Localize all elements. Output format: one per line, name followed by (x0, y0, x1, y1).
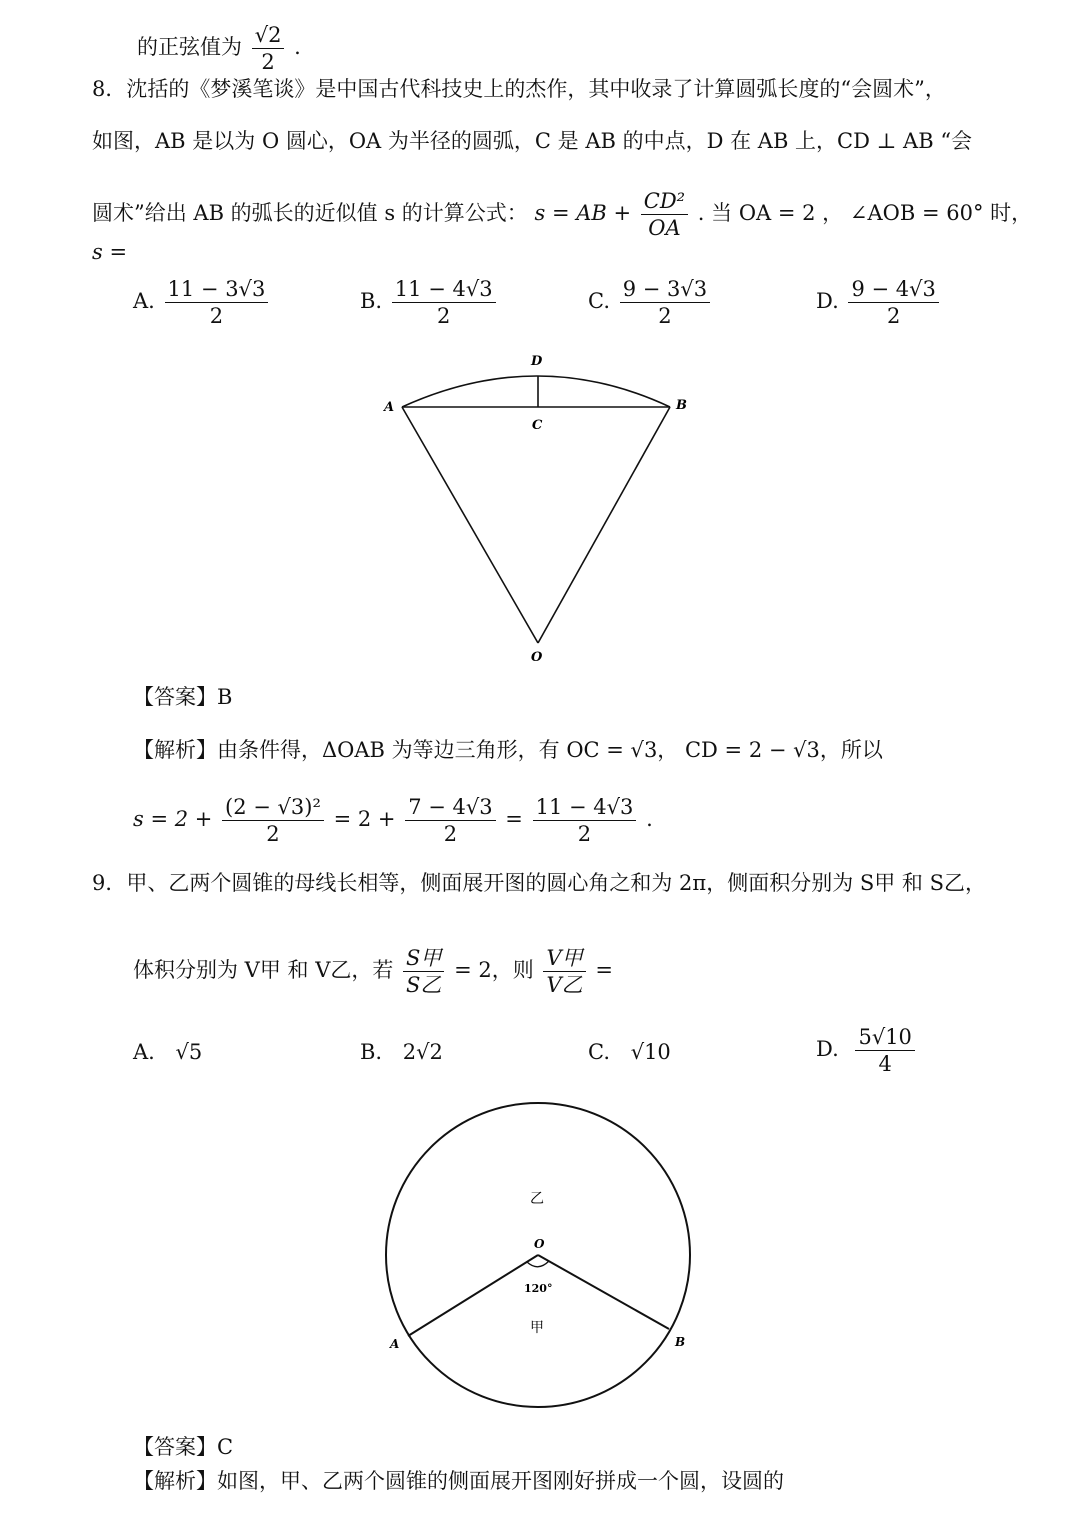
q9-angle-arc (527, 1261, 549, 1267)
q8-calc-s: s = 2 + (133, 807, 213, 831)
q9-radius-ob (538, 1255, 669, 1329)
q8-line1: 8．沈括的《梦溪笔谈》是中国古代科技史上的杰作，其中收录了计算圆弧长度的“会圆术”， (92, 77, 946, 101)
q8-calc-eq2: = (505, 807, 523, 831)
q9-option-d-den: 4 (878, 1052, 892, 1076)
q9-option-b-value: 2√2 (402, 1040, 443, 1064)
q9-answer: 【答案】C (133, 1435, 234, 1459)
q8-option-c-label: C. (588, 289, 610, 313)
q8-calc-eq1: = 2 + (333, 807, 396, 831)
q8-option-c (588, 276, 713, 329)
top-end: . (294, 35, 301, 59)
q8-label-a: A (384, 400, 395, 415)
q9-option-d-frac (855, 1024, 914, 1077)
q9-option-d-label: D. (816, 1037, 839, 1061)
q9-ratio-v-num: V甲 (543, 945, 585, 972)
q9-option-c (588, 1040, 671, 1064)
q8-calc-frac3 (533, 794, 637, 847)
q8-calc-frac3-den: 2 (577, 822, 592, 846)
q8-label-d: D (531, 354, 543, 369)
q8-option-d-den: 2 (886, 304, 901, 328)
q8-formula-fraction (641, 188, 688, 241)
q8-option-b-label: B. (360, 289, 383, 313)
q9-option-d (816, 1024, 918, 1077)
q9-line1: 9．甲、乙两个圆锥的母线长相等，侧面展开图的圆心角之和为 2π，侧面积分别为 S甲 和 S乙， (92, 871, 986, 895)
q8-option-b-num: 11 − 4√3 (392, 276, 496, 303)
q8-answer: 【答案】B (133, 685, 233, 709)
q9-ratio-v (543, 945, 585, 998)
top-frac-num: √2 (252, 22, 285, 49)
q9-line2-pre: 体积分别为 V甲 和 V乙，若 (133, 958, 394, 982)
q8-calc-frac1-num: (2 − √3)² (222, 794, 324, 821)
q9-ratio-s-num: S甲 (403, 945, 444, 972)
q8-formula-lhs: s = AB + (534, 201, 632, 225)
q8-option-b-den: 2 (437, 304, 451, 328)
q8-calc-end: . (646, 807, 653, 831)
q9-option-b-label: B. (360, 1040, 383, 1064)
q9-option-c-label: C. (588, 1040, 610, 1064)
q8-formula-den: OA (648, 216, 681, 240)
q8-option-d-frac (848, 276, 938, 329)
q8-option-a-den: 2 (209, 304, 224, 328)
q8-option-b (360, 276, 499, 329)
q8-line4: s = (92, 240, 128, 264)
q9-label-yi: 乙 (530, 1191, 544, 1207)
q9-label-jia: 甲 (530, 1320, 544, 1336)
q8-line3-pre: 圆术”给出 AB 的弧长的近似值 s 的计算公式： (92, 201, 528, 225)
q8-analysis: 【解析】由条件得，ΔOAB 为等边三角形，有 OC = √3， CD = 2 − √3，所以 (133, 738, 883, 762)
q8-calc-frac1-den: 2 (266, 822, 280, 846)
q8-option-a (133, 276, 271, 329)
q9-circle-figure (370, 1100, 710, 1420)
q8-option-c-frac (620, 276, 710, 329)
q9-analysis: 【解析】如图，甲、乙两个圆锥的侧面展开图刚好拼成一个圆，设圆的 (133, 1469, 784, 1493)
q8-radius-oa (402, 407, 538, 643)
q8-line3 (92, 188, 1032, 241)
top-fraction (252, 22, 285, 75)
q8-calc-frac2-den: 2 (443, 822, 458, 846)
q9-option-a (133, 1040, 202, 1064)
q9-label-angle: 120° (524, 1282, 553, 1295)
top-frac-den: 2 (261, 50, 275, 74)
q8-option-d-num: 9 − 4√3 (848, 276, 938, 303)
q9-option-d-num: 5√10 (855, 1024, 914, 1051)
q8-label-b: B (676, 398, 687, 413)
q9-ratio-v-den: V乙 (546, 973, 583, 997)
q9-option-b (360, 1040, 443, 1064)
q9-ratio-s-den: S乙 (406, 973, 442, 997)
q8-label-c: C (532, 418, 543, 433)
q8-option-a-num: 11 − 3√3 (165, 276, 269, 303)
q8-calc-frac1 (222, 794, 324, 847)
q9-label-o: O (534, 1237, 545, 1251)
q9-line2-mid: = 2，则 (454, 958, 534, 982)
q8-option-b-frac (392, 276, 496, 329)
q8-radius-ob (538, 407, 670, 643)
q8-option-d-label: D. (816, 289, 839, 313)
q8-arc-ab (402, 376, 670, 407)
q8-calc-frac2-num: 7 − 4√3 (405, 794, 495, 821)
top-text: 的正弦值为 (137, 35, 242, 59)
q9-option-a-value: √5 (175, 1040, 203, 1064)
q8-calc-frac3-num: 11 − 4√3 (533, 794, 637, 821)
q8-sector-figure (370, 345, 710, 670)
q8-option-c-den: 2 (658, 304, 672, 328)
q8-option-a-frac (165, 276, 269, 329)
q9-line2-eq: = (595, 958, 613, 982)
q9-label-a: A (390, 1337, 400, 1351)
q8-label-o: O (531, 650, 543, 665)
q9-option-a-label: A. (133, 1040, 155, 1064)
q8-calc-frac2 (405, 794, 495, 847)
q8-option-a-label: A. (133, 289, 155, 313)
q8-calc (133, 790, 653, 848)
top-line (137, 22, 301, 75)
q8-line3-post: . 当 OA = 2 ， ∠AOB = 60° 时， (697, 201, 1033, 225)
q8-option-d (816, 276, 942, 329)
q8-formula-num: CD² (641, 188, 688, 215)
q9-line2 (133, 940, 613, 1000)
q9-ratio-s (403, 945, 444, 998)
q9-label-b: B (675, 1335, 686, 1349)
q9-option-c-value: √10 (630, 1040, 671, 1064)
q9-radius-oa (408, 1255, 538, 1336)
q8-line2: 如图，AB 是以为 O 圆心，OA 为半径的圆弧，C 是 AB 的中点，D 在 AB 上，CD ⊥ AB “会 (92, 129, 973, 153)
q8-option-c-num: 9 − 3√3 (620, 276, 710, 303)
